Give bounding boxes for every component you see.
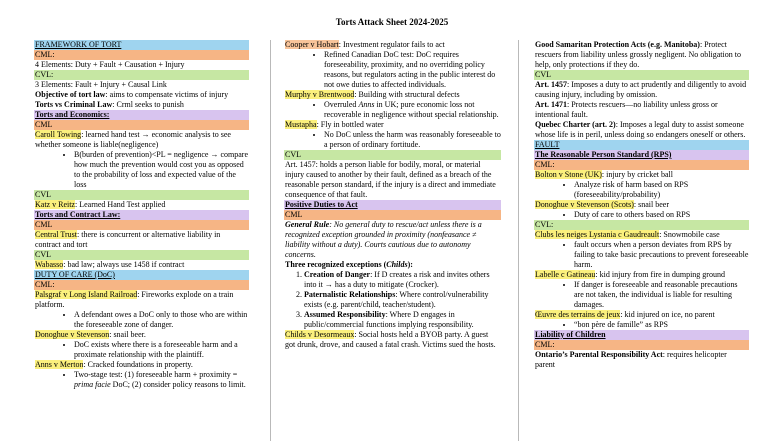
- list-item: • Duty of care to others based on RPS: [574, 210, 749, 220]
- term-label: Art. 1457: [535, 80, 567, 89]
- cvl-label: CVL:: [34, 70, 249, 80]
- term-text: : requires helicopter parent: [535, 350, 727, 369]
- list-item: [304, 310, 501, 330]
- case-entry: [534, 270, 749, 280]
- paragraph: 4 Elements: Duty + Fault + Causation + Injury: [35, 60, 185, 69]
- subsection-header-liability-children: Liability of Children: [534, 330, 749, 340]
- case-entry: [534, 200, 749, 210]
- term-text: : Crml seeks to punish: [112, 100, 184, 109]
- cvl-label: CVL:: [534, 220, 749, 230]
- case-text: : bad law; always use 1458 if contract: [63, 260, 185, 269]
- case-name: Mustapha: [285, 120, 317, 129]
- case-text: : Building with structural defects: [354, 90, 460, 99]
- subsection-header-contract: Torts and Contract Law:: [34, 210, 249, 220]
- cvl-label: CVL: [34, 190, 249, 200]
- term-text: : Imposes a duty to act prudently and diligently to avoid causing injury, including by omission.: [535, 80, 747, 99]
- list-item: [74, 370, 249, 390]
- list-item: • Analyze risk of harm based on RPS (foreseeability/probability): [574, 180, 749, 200]
- case-text: : snail beer.: [109, 330, 146, 339]
- list-item: • B(burden of prevention)<PL = negligence → compare how much the prevention would cost you as opposed to the probability of loss and expected value of the loss: [74, 150, 249, 190]
- case-entry: [284, 90, 501, 100]
- cml-label: CML:: [34, 50, 249, 60]
- case-text: : Fireworks explode on a train platform.: [35, 290, 234, 309]
- term-text: : Imposes a legal duty to assist someone whose life is in peril, unless doing so endangers oneself or others.: [535, 120, 746, 139]
- case-name: Katz v Reitz: [35, 200, 75, 209]
- subsection-header-economics: Torts and Economics:: [34, 110, 249, 120]
- paragraph: Art. 1457: holds a person liable for bodily, moral, or material injury caused to another by their fault, defined as a breach of the reasonable person standard, if the injury is a direct and immediate consequence of that fault.: [285, 160, 496, 199]
- paragraph: [534, 40, 749, 70]
- term-text: : Protects rescuers—no liability unless gross or intentional fault.: [535, 100, 718, 119]
- case-name: Bolton v Stone (UK): [535, 170, 602, 179]
- term-label: Ontario’s Parental Responsibility Act: [535, 350, 663, 359]
- text-run: Overruled: [324, 100, 359, 109]
- paragraph: 3 Elements: Fault + Injury + Causal Link: [35, 80, 167, 89]
- case-text: : Learned Hand Test applied: [74, 200, 166, 209]
- list-item: [304, 270, 501, 290]
- bullet-list: [34, 340, 249, 360]
- case-text: : Fly in bottled water: [316, 120, 384, 129]
- case-name: Clubs les neiges Lystania c Gaudreault: [535, 230, 660, 239]
- cml-label: CML: [34, 120, 249, 130]
- bullet-list: [284, 130, 501, 150]
- column-3: [534, 40, 749, 370]
- bullet-list: [534, 240, 749, 270]
- term-text: : Protect rescuers from liability unless grossly negligent. No obligation to help, only protections if they do.: [535, 40, 741, 69]
- case-name: Œuvre des terrains de jeux: [535, 310, 621, 319]
- case-entry: [34, 200, 249, 210]
- case-text: : Cracked foundations in property.: [83, 360, 193, 369]
- case-name: Anns v Merton: [35, 360, 84, 369]
- cvl-label: CVL: [34, 250, 249, 260]
- section-header-framework: FRAMEWORK OF TORT: [34, 40, 249, 50]
- list-item: • Refined Canadian DoC test: DoC requires foreseeability, proximity, and no overriding policy reasons, but regulators acting in the public interest do not owe duties to affected individuals.: [324, 50, 501, 90]
- term-text: : If D creates a risk and invites others into it → has a duty to mitigate (Crocker).: [304, 270, 490, 289]
- paragraph: [34, 100, 249, 110]
- list-item: [324, 100, 501, 120]
- text-run-italic: prima facie: [74, 380, 111, 389]
- bullet-list: [34, 150, 249, 190]
- column-divider: [518, 40, 519, 441]
- case-entry: [34, 230, 249, 250]
- case-entry: [34, 360, 249, 370]
- case-text: : there is concurrent or alternative liability in contract and tort: [35, 230, 221, 249]
- cml-label: CML:: [34, 280, 249, 290]
- term-label: Objective of tort law: [35, 90, 106, 99]
- column-2: [284, 40, 501, 350]
- cml-label: CML:: [534, 160, 749, 170]
- paragraph: [284, 220, 501, 260]
- case-text: : Investment regulator fails to act: [338, 40, 445, 49]
- numbered-list: [284, 270, 501, 330]
- paragraph: [534, 80, 749, 100]
- case-name: Wabasso: [35, 260, 64, 269]
- cml-label: CML: [34, 220, 249, 230]
- case-entry: [534, 170, 749, 180]
- term-label: Good Samaritan Protection Acts (e.g. Manitoba): [535, 40, 700, 49]
- section-header-fault: FAULT: [534, 140, 749, 150]
- case-entry: [34, 330, 249, 340]
- case-name: Labelle c Gatineau: [535, 270, 596, 279]
- term-label: Art. 1471: [535, 100, 567, 109]
- bullet-list: [34, 310, 249, 330]
- bullet-list: [534, 320, 749, 330]
- term-label: Quebec Charter (art. 2): [535, 120, 616, 129]
- text-run-italic: Childs: [386, 260, 408, 269]
- case-name: Murphy v Brentwood: [285, 90, 355, 99]
- case-text: : Social hosts held a BYOB party. A guest got drunk, drove, and caused a fatal crash. Victims sued the hosts.: [285, 330, 496, 349]
- paragraph: [34, 90, 249, 100]
- case-text: : Snowmobile case: [659, 230, 720, 239]
- paragraph: [534, 100, 749, 120]
- column-1: [34, 40, 249, 390]
- text-run: in UK; pure economic loss not recoverable in negligence without special relationship.: [324, 100, 499, 119]
- text-run: Two-stage test: (1) foreseeable harm + proximity =: [74, 370, 238, 379]
- bullet-list: [284, 100, 501, 120]
- paragraph: [284, 260, 501, 270]
- term-text: : No general duty to rescue/act unless there is a recognized exception grounded in proximity (nonfeasance ≠ liability without a duty). Courts cautious due to autonomy concerns.: [285, 220, 482, 259]
- text-run-italic: Anns: [358, 100, 375, 109]
- case-name: Caroll Towing: [35, 130, 82, 139]
- cml-label: CML: [284, 210, 501, 220]
- case-text: : snail beer: [633, 200, 669, 209]
- term-text: : aims to compensate victims of injury: [105, 90, 229, 99]
- cml-label: CML:: [534, 340, 749, 350]
- case-entry: [284, 120, 501, 130]
- text-run: DoC; (2) consider policy reasons to limit.: [110, 380, 246, 389]
- term-label: Creation of Danger: [304, 270, 371, 279]
- subsection-header-rps: The Reasonable Person Standard (RPS): [534, 150, 749, 160]
- subsection-header-positive-duties: Positive Duties to Act: [284, 200, 501, 210]
- case-entry: [34, 130, 249, 150]
- term-text: : Where D engages in public/commercial functions implying responsibility.: [304, 310, 474, 329]
- column-divider: [270, 40, 271, 441]
- paragraph: [534, 120, 749, 140]
- list-item: • No DoC unless the harm was reasonably foreseeable to a person of ordinary fortitude.: [324, 130, 501, 150]
- term-label: General Rule: [285, 220, 330, 229]
- bullet-list: [34, 370, 249, 390]
- list-item: • “bon père de famille” as RPS: [574, 320, 749, 330]
- bullet-list: [534, 210, 749, 220]
- case-name: Central Trust: [35, 230, 78, 239]
- page-title: Torts Attack Sheet 2024-2025: [335, 17, 449, 27]
- list-item: • DoC exists where there is a foreseeable harm and a proximate relationship with the plaintiff.: [74, 340, 249, 360]
- case-entry: [534, 230, 749, 240]
- cvl-label: CVL: [534, 70, 749, 80]
- case-entry: [534, 310, 749, 320]
- case-entry: [34, 290, 249, 310]
- case-entry: [284, 40, 501, 50]
- bullet-list: [534, 280, 749, 310]
- bullet-list: [534, 180, 749, 200]
- text-run: ):: [407, 260, 413, 269]
- case-entry: [284, 330, 501, 350]
- list-item: • If danger is foreseeable and reasonable precautions are not taken, the individual is liable for resulting damages.: [574, 280, 749, 310]
- case-text: : injury by cricket ball: [601, 170, 673, 179]
- bullet-list: [284, 50, 501, 90]
- case-name: Donoghue v Stevenson (Scots): [535, 200, 634, 209]
- list-item: • A defendant owes a DoC only to those who are within the foreseeable zone of danger.: [74, 310, 249, 330]
- case-name: Cooper v Hobart: [285, 40, 339, 49]
- case-name: Donoghue v Stevenson: [35, 330, 110, 339]
- list-item: • fault occurs when a person deviates from RPS by failing to take basic precautions to prevent foreseeable harm.: [574, 240, 749, 270]
- case-text: : kid injured on ice, no parent: [620, 310, 715, 319]
- text-run: Three recognized exceptions (: [285, 260, 387, 269]
- term-label: Paternalistic Relationships: [304, 290, 396, 299]
- case-text: : learned hand test → economic analysis to see whether someone is liable(negligence): [35, 130, 231, 149]
- paragraph: [534, 350, 749, 370]
- case-name: Palsgraf v Long Island Railroad: [35, 290, 138, 299]
- case-name: Childs v Desormeaux: [285, 330, 355, 339]
- term-label: Assumed Responsibility: [304, 310, 386, 319]
- case-text: : kid injury from fire in dumping ground: [595, 270, 725, 279]
- term-text: : Where control/vulnerability exists (e.g. parent/child, teacher/student).: [304, 290, 489, 309]
- term-label: Torts vs Criminal Law: [35, 100, 113, 109]
- section-header-duty: DUTY OF CARE (DoC): [34, 270, 249, 280]
- case-entry: [34, 260, 249, 270]
- list-item: [304, 290, 501, 310]
- cvl-label: CVL: [284, 150, 501, 160]
